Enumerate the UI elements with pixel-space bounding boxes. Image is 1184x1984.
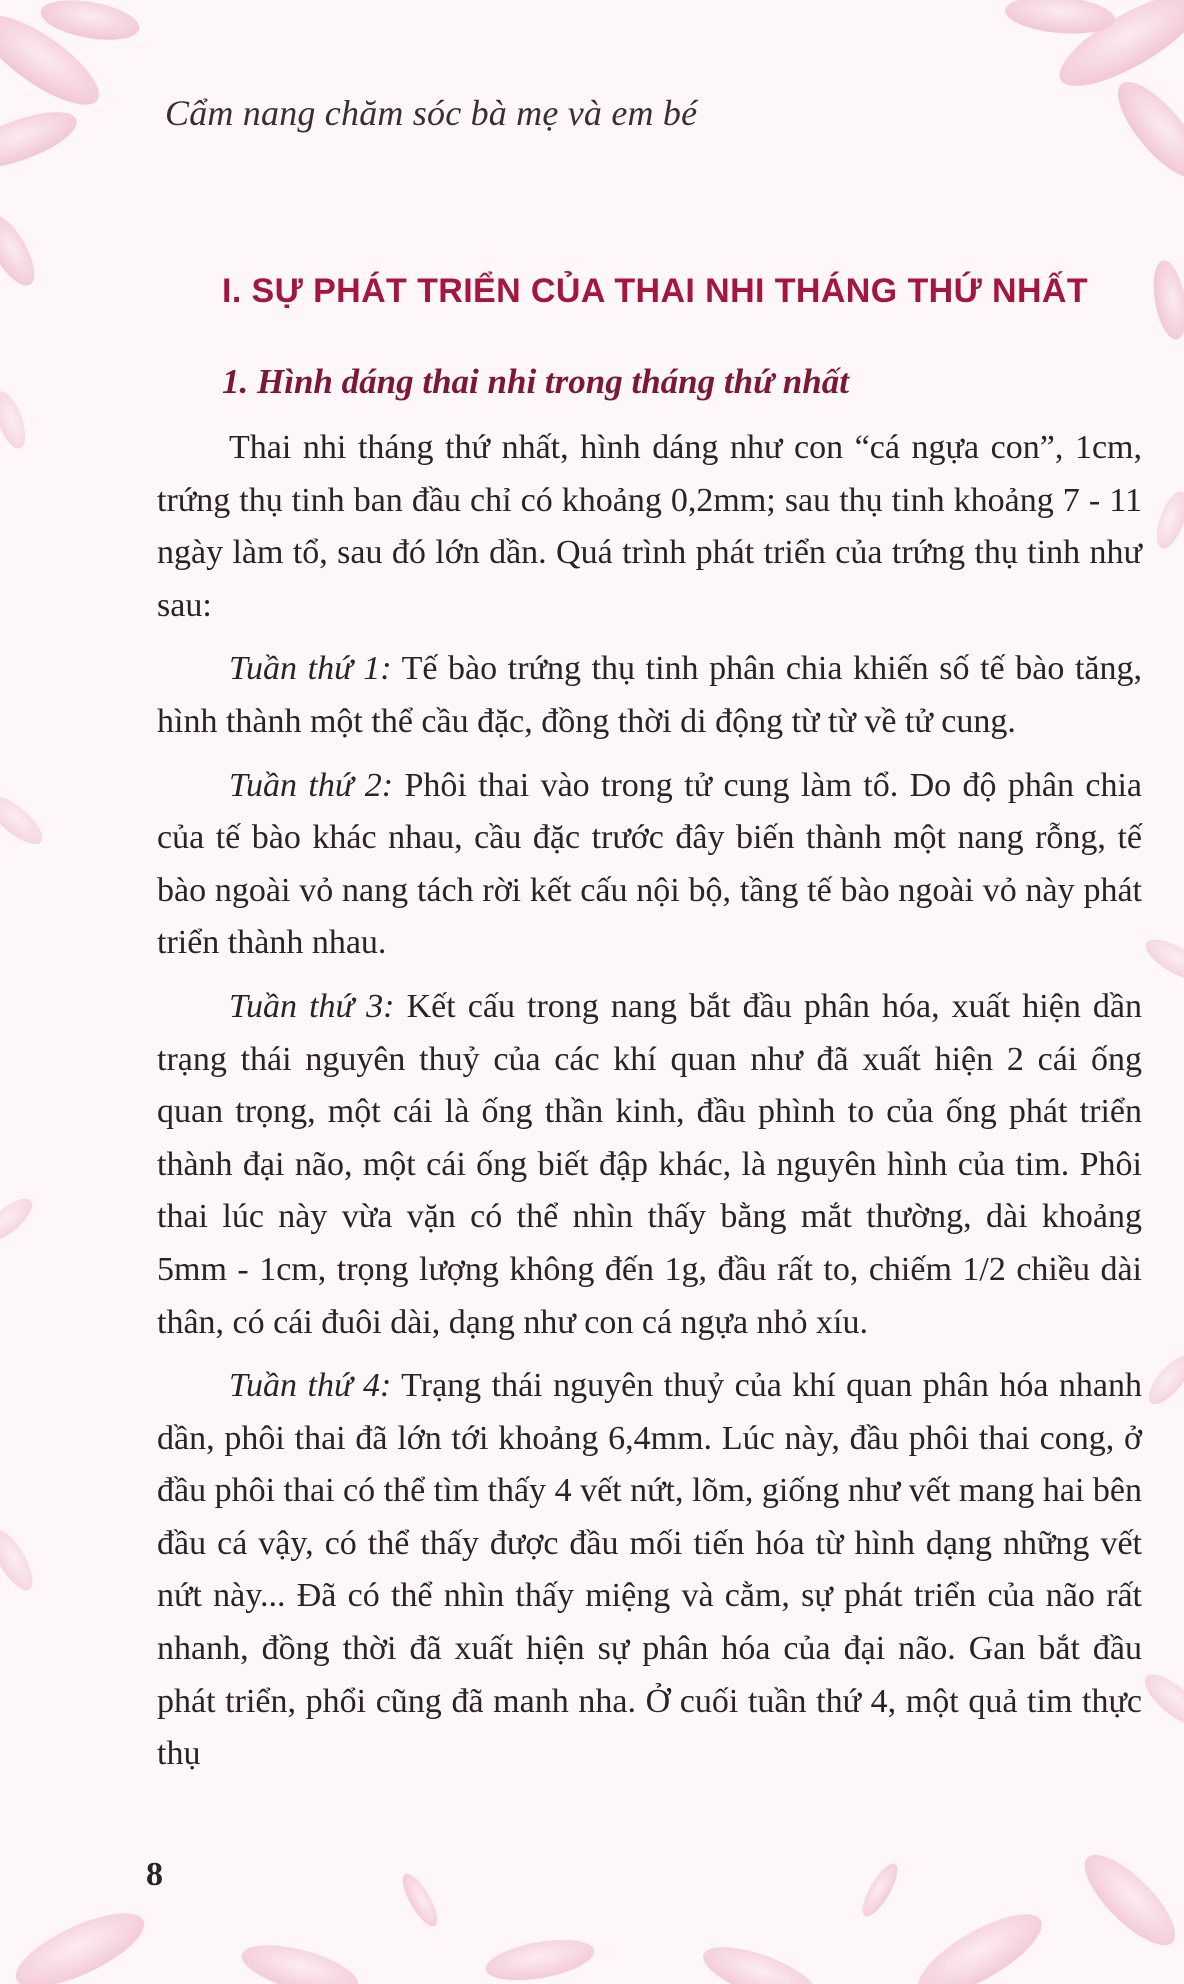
top-left-flower [0,0,142,293]
body-text [157,422,1142,1792]
week-4-paragraph [157,1360,1142,1781]
sub-heading: 1. Hình dáng thai nhi trong tháng thứ nhất [222,362,849,401]
week-2-paragraph [157,760,1142,970]
week-1-label: Tuần thứ 1: [229,650,392,688]
week-1-text: Tế bào trứng thụ tinh phân chia khiến số tế bào tăng, hình thành một thể cầu đặc, đồng thời di động từ từ về tử cung. [157,650,1142,740]
page-number: 8 [146,1856,163,1893]
left-edge-flowers [0,388,49,1596]
week-1-paragraph [157,643,1142,748]
intro-paragraph: Thai nhi tháng thứ nhất, hình dáng như con “cá ngựa con”, 1cm, trứng thụ tinh ban đầu chỉ có khoảng 0,2mm; sau thụ tinh khoảng 7 - 11 ngày làm tổ, sau đó lớn dần. Quá trình phát triển của trứng thụ tinh như sau: [157,429,1142,624]
week-4-label: Tuần thứ 4: [229,1367,392,1405]
week-2-label: Tuần thứ 2: [229,766,394,804]
week-3-label: Tuần thứ 3: [229,987,395,1025]
bottom-flowers [6,1842,1184,1984]
right-edge-flowers [1137,488,1184,1734]
week-4-text: Trạng thái nguyên thuỷ của khí quan phân hóa nhanh dần, phôi thai đã lớn tới khoảng 6,4mm. Lúc này, đầu phôi thai cong, ở đầu phôi thai có thể tìm thấy 4 vết nứt, lõm, giống như vết mang hai bên đầu cá vậy, có thể thấy được đầu mối tiến hóa từ hình dạng những vết nứt này... Đã có thể nhìn thấy miệng và cằm, sự phát triển của não rất nhanh, đồng thời đã xuất hiện sự phân hóa của đại não. Gan bắt đầu phát triển, phổi cũng đã manh nha. Ở cuối tuần thứ 4, một quả tim thực thụ [157,1367,1142,1773]
week-3-paragraph [157,981,1142,1349]
section-heading: I. SỰ PHÁT TRIỂN CỦA THAI NHI THÁNG THỨ NHẤT [222,272,1089,310]
week-2-text: Phôi thai vào trong tử cung làm tổ. Do độ phân chia của tế bào khác nhau, cầu đặc trước đây biến thành một nang rỗng, tế bào ngoài vỏ nang tách rời kết cấu nội bộ, tầng tế bào ngoài vỏ này phát triển thành nhau. [157,766,1142,962]
week-3-text: Kết cấu trong nang bắt đầu phân hóa, xuất hiện dần trạng thái nguyên thuỷ của các khí quan như đã xuất hiện 2 cái ống quan trọng, một cái là ống thần kinh, đầu phình to của ống phát triển thành đại não, một cái ống biết đập khác, là nguyên hình của tim. Phôi thai lúc này vừa vặn có thể nhìn thấy bằng mắt thường, dài khoảng 5mm - 1cm, trọng lượng không đến 1g, đầu rất to, chiếm 1/2 chiều dài thân, có cái đuôi dài, dạng như con cá ngựa nhỏ xíu. [157,987,1142,1341]
running-head: Cẩm nang chăm sóc bà mẹ và em bé [165,93,698,133]
